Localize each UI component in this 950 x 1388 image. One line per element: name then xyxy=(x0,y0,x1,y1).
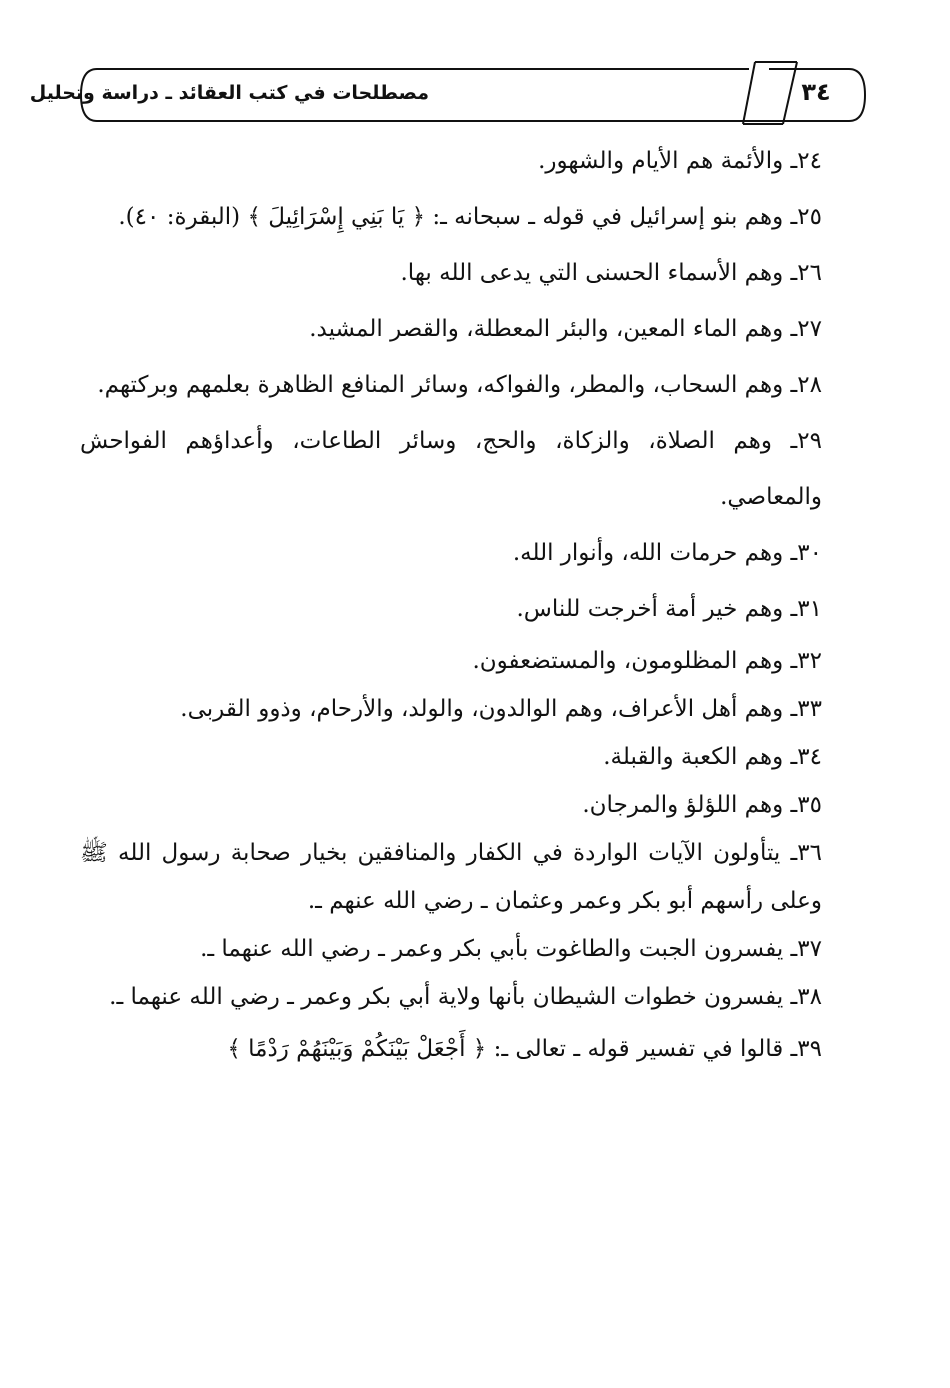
page-body xyxy=(80,133,822,1077)
list-item: ٣٧ـ يفسرون الجبت والطاغوت بأبي بكر وعمر ـ رضي الله عنهما ـ. xyxy=(200,936,822,962)
list-item: ٢٩ـ وهم الصلاة، والزكاة، والحج، وسائر الطاعات، وأعداؤهم الفواحش والمعاصي. xyxy=(80,428,822,510)
list-item: ٣١ـ وهم خير أمة أخرجت للناس. xyxy=(516,596,822,622)
page-number: ٣٤ xyxy=(801,78,831,106)
running-title: مصطلحات في كتب العقائد ـ دراسة وتحليل xyxy=(29,82,429,104)
list-item: ٣٩ـ قالوا في تفسير قوله ـ تعالى ـ: ﴿ أَجْعَلْ بَيْنَكُمْ وَبَيْنَهُمْ رَدْمًا ﴾ xyxy=(227,1036,822,1062)
list-item: ٣٦ـ يتأولون الآيات الواردة في الكفار والمنافقين بخيار صحابة رسول الله ﷺ وعلى رأسهم أبو بكر وعمر وعثمان ـ رضي الله عنهم ـ. xyxy=(80,840,822,914)
list-item: ٢٨ـ وهم السحاب، والمطر، والفواكه، وسائر المنافع الظاهرة بعلمهم وبركتهم. xyxy=(97,372,822,398)
list-item: ٢٦ـ وهم الأسماء الحسنى التي يدعى الله بها. xyxy=(400,260,822,286)
list-item: ٣٨ـ يفسرون خطوات الشيطان بأنها ولاية أبي بكر وعمر ـ رضي الله عنهما ـ. xyxy=(109,984,822,1010)
list-item: ٣٥ـ وهم اللؤلؤ والمرجان. xyxy=(582,792,822,818)
list-item: ٣٠ـ وهم حرمات الله، وأنوار الله. xyxy=(512,540,822,566)
page-header xyxy=(29,64,867,126)
list-item: ٣٤ـ وهم الكعبة والقبلة. xyxy=(603,744,822,770)
list-item: ٣٣ـ وهم أهل الأعراف، وهم الوالدون، والولد، والأرحام، وذوو القربى. xyxy=(180,696,822,722)
list-item: ٣٢ـ وهم المظلومون، والمستضعفون. xyxy=(472,648,822,674)
list-item: ٢٧ـ وهم الماء المعين، والبئر المعطلة، والقصر المشيد. xyxy=(309,316,822,342)
list-item: ٢٤ـ والأئمة هم الأيام والشهور. xyxy=(538,148,822,174)
list-item: ٢٥ـ وهم بنو إسرائيل في قوله ـ سبحانه ـ: ﴿ يَا بَنِي إِسْرَائِيلَ ﴾ (البقرة: ٤٠). xyxy=(118,204,822,230)
